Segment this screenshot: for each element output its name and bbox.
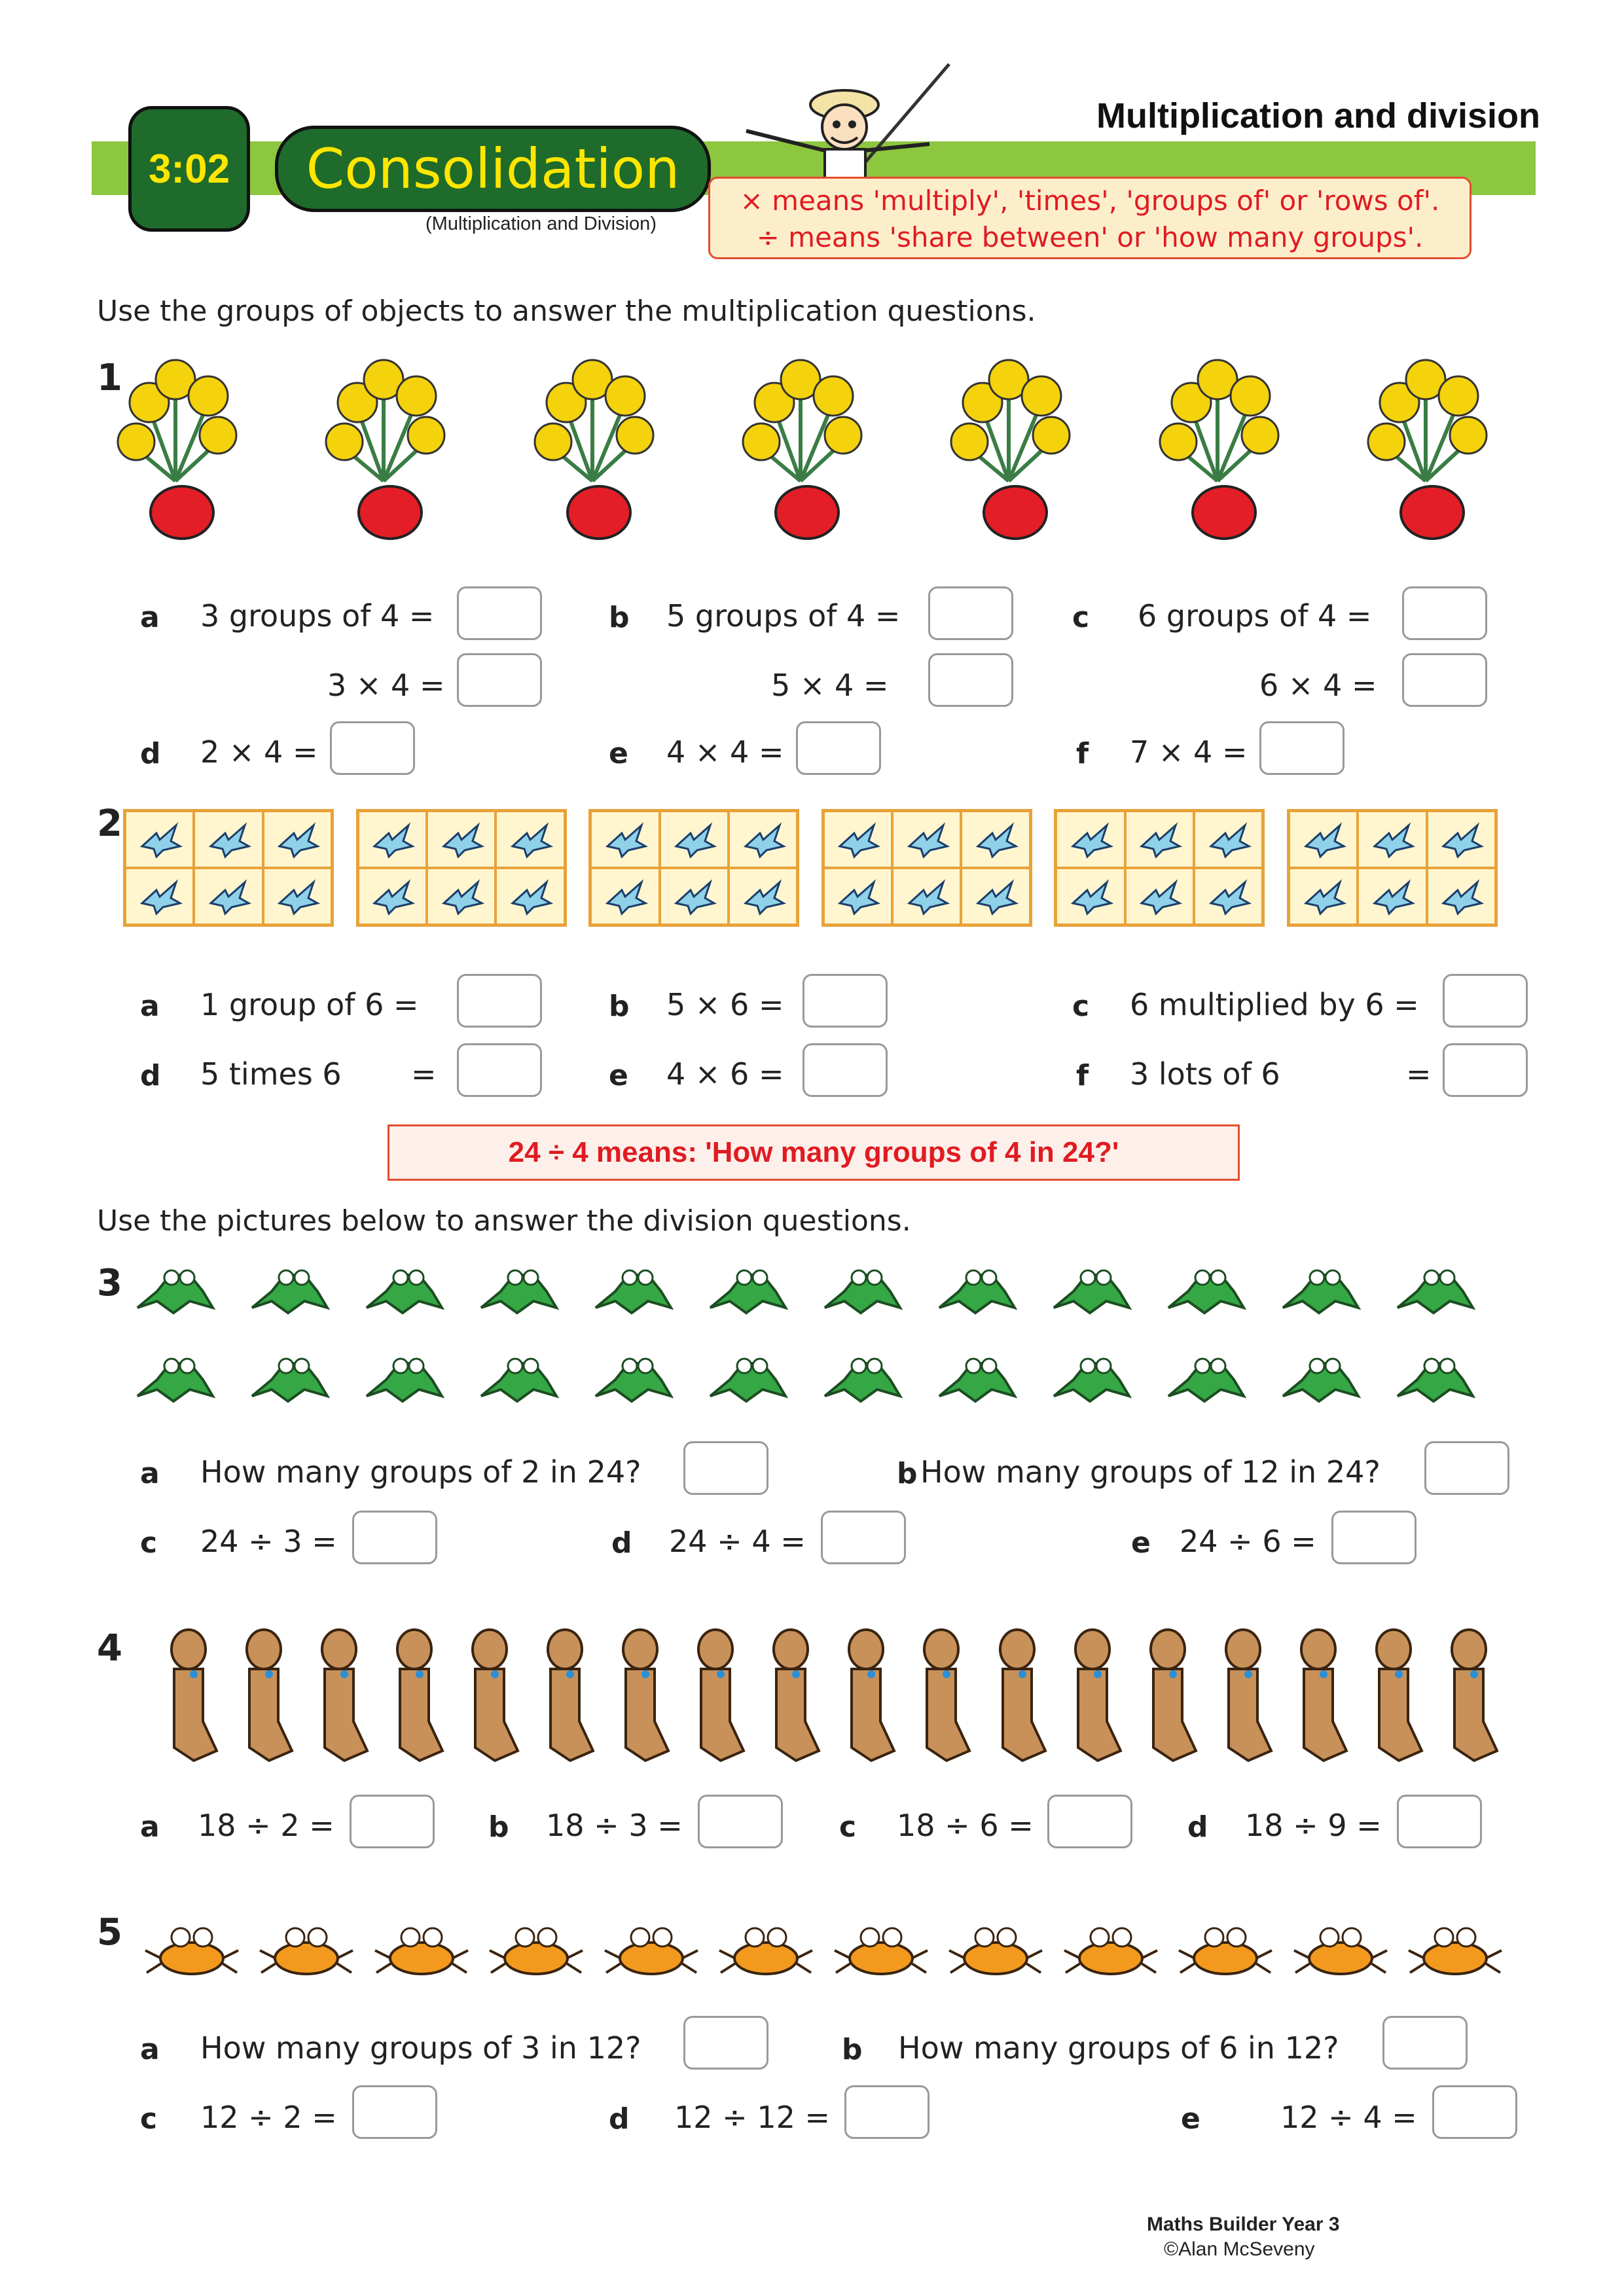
- q5d-answer-box[interactable]: [844, 2085, 929, 2139]
- crab-icon: [372, 1918, 471, 1990]
- q2d-answer-box[interactable]: [457, 1043, 542, 1097]
- q4a-label: a: [140, 1810, 160, 1844]
- bird-group-panel: [356, 809, 567, 927]
- q2c-answer-box[interactable]: [1443, 974, 1528, 1028]
- fisherman-cartoon-icon: [733, 59, 956, 190]
- page-subtitle: (Multiplication and Division): [425, 213, 657, 234]
- q1b-answer-box-1[interactable]: [928, 586, 1013, 640]
- q2b-label: b: [609, 990, 630, 1023]
- q3a-text: How many groups of 2 in 24?: [200, 1454, 641, 1490]
- dog-icon: [531, 1623, 599, 1767]
- q3b-text: How many groups of 12 in 24?: [920, 1454, 1380, 1490]
- bird-icon: [660, 811, 729, 868]
- q3c-label: c: [140, 1526, 158, 1560]
- note-multiply: × means 'multiply', 'times', 'groups of' or 'rows of'.: [740, 185, 1440, 217]
- bird-icon: [1125, 811, 1194, 868]
- dog-icon: [907, 1623, 975, 1767]
- footer-copyright: ©Alan McSeveny: [1164, 2238, 1315, 2260]
- q2c-label: c: [1072, 990, 1090, 1023]
- q3c-text: 24 ÷ 3 =: [200, 1524, 337, 1559]
- q2d-text: 5 times 6: [200, 1056, 342, 1092]
- dog-group: [154, 1623, 1503, 1767]
- bird-icon: [125, 811, 194, 868]
- frog-icon: [475, 1255, 589, 1344]
- q2f-equals: =: [1406, 1056, 1432, 1092]
- flower-vase-icon: [318, 350, 449, 540]
- q2c-text: 6 multiplied by 6 =: [1130, 987, 1419, 1022]
- crab-icon: [717, 1918, 815, 1990]
- q1c-text-2: 6 × 4 =: [1259, 668, 1377, 703]
- bird-icon: [590, 811, 659, 868]
- section-title: Multiplication and division: [1096, 96, 1540, 135]
- q1b-text-2: 5 × 4 =: [771, 668, 889, 703]
- bird-icon: [263, 811, 332, 868]
- q1c-answer-box-1[interactable]: [1402, 586, 1487, 640]
- q5e-label: e: [1181, 2102, 1200, 2136]
- flower-vase-group: [110, 350, 1491, 540]
- q1b-label: b: [609, 601, 630, 634]
- q1b-text: 5 groups of 4 =: [666, 598, 901, 634]
- crab-icon: [1406, 1918, 1504, 1990]
- bird-icon: [1427, 811, 1496, 868]
- flower-vase-icon: [110, 350, 241, 540]
- q5c-answer-box[interactable]: [352, 2085, 437, 2139]
- bird-icon: [358, 811, 427, 868]
- q1c-text: 6 groups of 4 =: [1138, 598, 1372, 634]
- crab-icon: [257, 1918, 355, 1990]
- q5b-text: How many groups of 6 in 12?: [898, 2030, 1339, 2066]
- frog-icon: [704, 1255, 818, 1344]
- frog-icon: [245, 1344, 360, 1432]
- q1a-answer-box-1[interactable]: [457, 586, 542, 640]
- q2f-text: 3 lots of 6: [1130, 1056, 1280, 1092]
- note-divide: ÷ means 'share between' or 'how many groups'.: [756, 221, 1424, 253]
- dog-icon: [305, 1623, 373, 1767]
- bird-group-panel: [1054, 809, 1265, 927]
- q2d-equals: =: [411, 1056, 437, 1092]
- flower-vase-icon: [1360, 350, 1491, 540]
- dog-icon: [1435, 1623, 1503, 1767]
- q2a-answer-box[interactable]: [457, 974, 542, 1028]
- question-number-2: 2: [97, 802, 122, 845]
- dog-icon: [1209, 1623, 1277, 1767]
- q3b-answer-box[interactable]: [1424, 1441, 1509, 1495]
- bird-icon: [1056, 811, 1125, 868]
- bird-icon: [1289, 811, 1358, 868]
- dog-icon: [380, 1623, 448, 1767]
- q4b-label: b: [488, 1810, 509, 1844]
- q3e-label: e: [1131, 1526, 1151, 1560]
- bird-icon: [1358, 868, 1426, 925]
- q2b-text: 5 × 6 =: [666, 987, 784, 1022]
- q1d-answer-box[interactable]: [330, 721, 415, 775]
- bird-icon: [1194, 868, 1263, 925]
- q4d-label: d: [1187, 1810, 1208, 1844]
- q1d-label: d: [140, 737, 161, 770]
- dog-icon: [1058, 1623, 1127, 1767]
- definition-note: [708, 177, 1471, 259]
- dog-icon: [832, 1623, 900, 1767]
- bird-icon: [125, 868, 194, 925]
- frog-icon: [589, 1344, 704, 1432]
- bird-icon: [892, 868, 961, 925]
- q1f-text: 7 × 4 =: [1130, 734, 1248, 770]
- q1e-text: 4 × 4 =: [666, 734, 784, 770]
- q5c-label: c: [140, 2102, 158, 2136]
- q2f-label: f: [1076, 1059, 1089, 1092]
- instruction-division: Use the pictures below to answer the division questions.: [97, 1204, 911, 1238]
- bird-icon: [1289, 868, 1358, 925]
- bird-icon: [729, 811, 797, 868]
- frog-icon: [933, 1344, 1047, 1432]
- crab-icon: [1291, 1918, 1390, 1990]
- q2e-text: 4 × 6 =: [666, 1056, 784, 1092]
- q5e-text: 12 ÷ 4 =: [1280, 2100, 1417, 2135]
- flower-vase-icon: [1152, 350, 1283, 540]
- q2a-label: a: [140, 990, 160, 1023]
- crab-icon: [1176, 1918, 1274, 1990]
- q5b-answer-box[interactable]: [1382, 2016, 1468, 2070]
- q4a-answer-box[interactable]: [350, 1795, 435, 1848]
- q5d-label: d: [609, 2102, 630, 2136]
- q1c-label: c: [1072, 601, 1090, 634]
- question-number-5: 5: [97, 1911, 122, 1954]
- bird-icon: [590, 868, 659, 925]
- frog-icon: [1162, 1344, 1276, 1432]
- flower-vase-icon: [943, 350, 1074, 540]
- bird-icon: [961, 868, 1030, 925]
- dog-icon: [757, 1623, 825, 1767]
- crab-group: [143, 1918, 1504, 1990]
- bird-icon: [194, 811, 262, 868]
- frog-icon: [131, 1255, 245, 1344]
- bird-icon: [823, 811, 892, 868]
- bird-icon: [660, 868, 729, 925]
- bird-icon: [263, 868, 332, 925]
- frog-icon: [1276, 1344, 1391, 1432]
- bird-icon: [892, 811, 961, 868]
- q1a-text-2: 3 × 4 =: [327, 668, 445, 703]
- q2e-label: e: [609, 1059, 628, 1092]
- q1e-answer-box[interactable]: [796, 721, 881, 775]
- q1c-answer-box-2[interactable]: [1402, 653, 1487, 707]
- frog-icon: [589, 1255, 704, 1344]
- dog-icon: [681, 1623, 749, 1767]
- q4c-label: c: [839, 1810, 857, 1844]
- bird-group-panel: [588, 809, 799, 927]
- q5e-answer-box[interactable]: [1432, 2085, 1517, 2139]
- crab-icon: [1062, 1918, 1160, 1990]
- bird-icon: [358, 868, 427, 925]
- q3b-label: b: [897, 1457, 918, 1490]
- frog-icon: [818, 1255, 933, 1344]
- q5c-text: 12 ÷ 2 =: [200, 2100, 337, 2135]
- bird-panels: [123, 809, 1498, 927]
- crab-icon: [487, 1918, 585, 1990]
- frog-icon: [933, 1255, 1047, 1344]
- bird-icon: [1358, 811, 1426, 868]
- q2d-label: d: [140, 1059, 161, 1092]
- frog-icon: [818, 1344, 933, 1432]
- question-number-3: 3: [97, 1262, 122, 1304]
- dog-icon: [456, 1623, 524, 1767]
- division-hint-box: 24 ÷ 4 means: 'How many groups of 4 in 24?': [388, 1124, 1240, 1181]
- lesson-code-badge: 3:02: [128, 106, 250, 232]
- q3e-answer-box[interactable]: [1331, 1511, 1416, 1564]
- bird-icon: [427, 868, 496, 925]
- bird-icon: [823, 868, 892, 925]
- bird-icon: [1056, 868, 1125, 925]
- dog-icon: [1284, 1623, 1352, 1767]
- frog-icon: [1047, 1344, 1162, 1432]
- q1f-label: f: [1076, 737, 1089, 770]
- footer-book-title: Maths Builder Year 3: [1147, 2214, 1340, 2235]
- question-number-1: 1: [97, 357, 122, 399]
- frog-icon: [1276, 1255, 1391, 1344]
- q1b-answer-box-2[interactable]: [928, 653, 1013, 707]
- q2f-answer-box[interactable]: [1443, 1043, 1528, 1097]
- frog-icon: [1047, 1255, 1162, 1344]
- bird-icon: [961, 811, 1030, 868]
- q1a-answer-box-2[interactable]: [457, 653, 542, 707]
- q5d-text: 12 ÷ 12 =: [674, 2100, 831, 2135]
- q5a-answer-box[interactable]: [683, 2016, 768, 2070]
- q1a-text: 3 groups of 4 =: [200, 598, 435, 634]
- q3d-text: 24 ÷ 4 =: [669, 1524, 806, 1559]
- bird-group-panel: [123, 809, 334, 927]
- frog-icon: [360, 1255, 475, 1344]
- q5b-label: b: [842, 2033, 863, 2066]
- bird-icon: [496, 868, 564, 925]
- dog-icon: [983, 1623, 1051, 1767]
- q5a-text: How many groups of 3 in 12?: [200, 2030, 641, 2066]
- frog-icon: [1391, 1255, 1506, 1344]
- frog-group: [131, 1255, 1506, 1432]
- flower-vase-icon: [735, 350, 866, 540]
- q3d-answer-box[interactable]: [821, 1511, 906, 1564]
- q3a-answer-box[interactable]: [683, 1441, 768, 1495]
- frog-icon: [704, 1344, 818, 1432]
- frog-icon: [360, 1344, 475, 1432]
- crab-icon: [143, 1918, 241, 1990]
- dog-icon: [230, 1623, 298, 1767]
- frog-icon: [1162, 1255, 1276, 1344]
- bird-icon: [1427, 868, 1496, 925]
- dog-icon: [1134, 1623, 1202, 1767]
- q3c-answer-box[interactable]: [352, 1511, 437, 1564]
- q3e-text: 24 ÷ 6 =: [1180, 1524, 1316, 1559]
- dog-icon: [606, 1623, 674, 1767]
- crab-icon: [947, 1918, 1045, 1990]
- question-number-4: 4: [97, 1627, 122, 1670]
- q1e-label: e: [609, 737, 628, 770]
- flower-vase-icon: [527, 350, 658, 540]
- frog-icon: [131, 1344, 245, 1432]
- q5a-label: a: [140, 2033, 160, 2066]
- instruction-multiplication: Use the groups of objects to answer the multiplication questions.: [97, 295, 1036, 328]
- q4b-text: 18 ÷ 3 =: [546, 1808, 683, 1843]
- frog-icon: [475, 1344, 589, 1432]
- frog-icon: [1391, 1344, 1506, 1432]
- bird-icon: [1194, 811, 1263, 868]
- frog-icon: [245, 1255, 360, 1344]
- q3a-label: a: [140, 1457, 160, 1490]
- bird-icon: [729, 868, 797, 925]
- q1a-label: a: [140, 601, 160, 634]
- dog-icon: [1360, 1623, 1428, 1767]
- bird-icon: [194, 868, 262, 925]
- crab-icon: [602, 1918, 700, 1990]
- bird-group-panel: [1287, 809, 1498, 927]
- q4d-answer-box[interactable]: [1397, 1795, 1482, 1848]
- q1d-text: 2 × 4 =: [200, 734, 318, 770]
- q1f-answer-box[interactable]: [1259, 721, 1344, 775]
- q4c-answer-box[interactable]: [1047, 1795, 1132, 1848]
- bird-group-panel: [821, 809, 1032, 927]
- bird-icon: [1125, 868, 1194, 925]
- q4d-text: 18 ÷ 9 =: [1245, 1808, 1382, 1843]
- crab-icon: [832, 1918, 930, 1990]
- q4a-text: 18 ÷ 2 =: [198, 1808, 334, 1843]
- q2e-answer-box[interactable]: [803, 1043, 888, 1097]
- q4b-answer-box[interactable]: [698, 1795, 783, 1848]
- dog-icon: [154, 1623, 223, 1767]
- q2b-answer-box[interactable]: [803, 974, 888, 1028]
- q2a-text: 1 group of 6 =: [200, 987, 419, 1022]
- bird-icon: [427, 811, 496, 868]
- q4c-text: 18 ÷ 6 =: [897, 1808, 1034, 1843]
- q3d-label: d: [611, 1526, 632, 1560]
- page-title: Consolidation: [275, 126, 711, 212]
- bird-icon: [496, 811, 564, 868]
